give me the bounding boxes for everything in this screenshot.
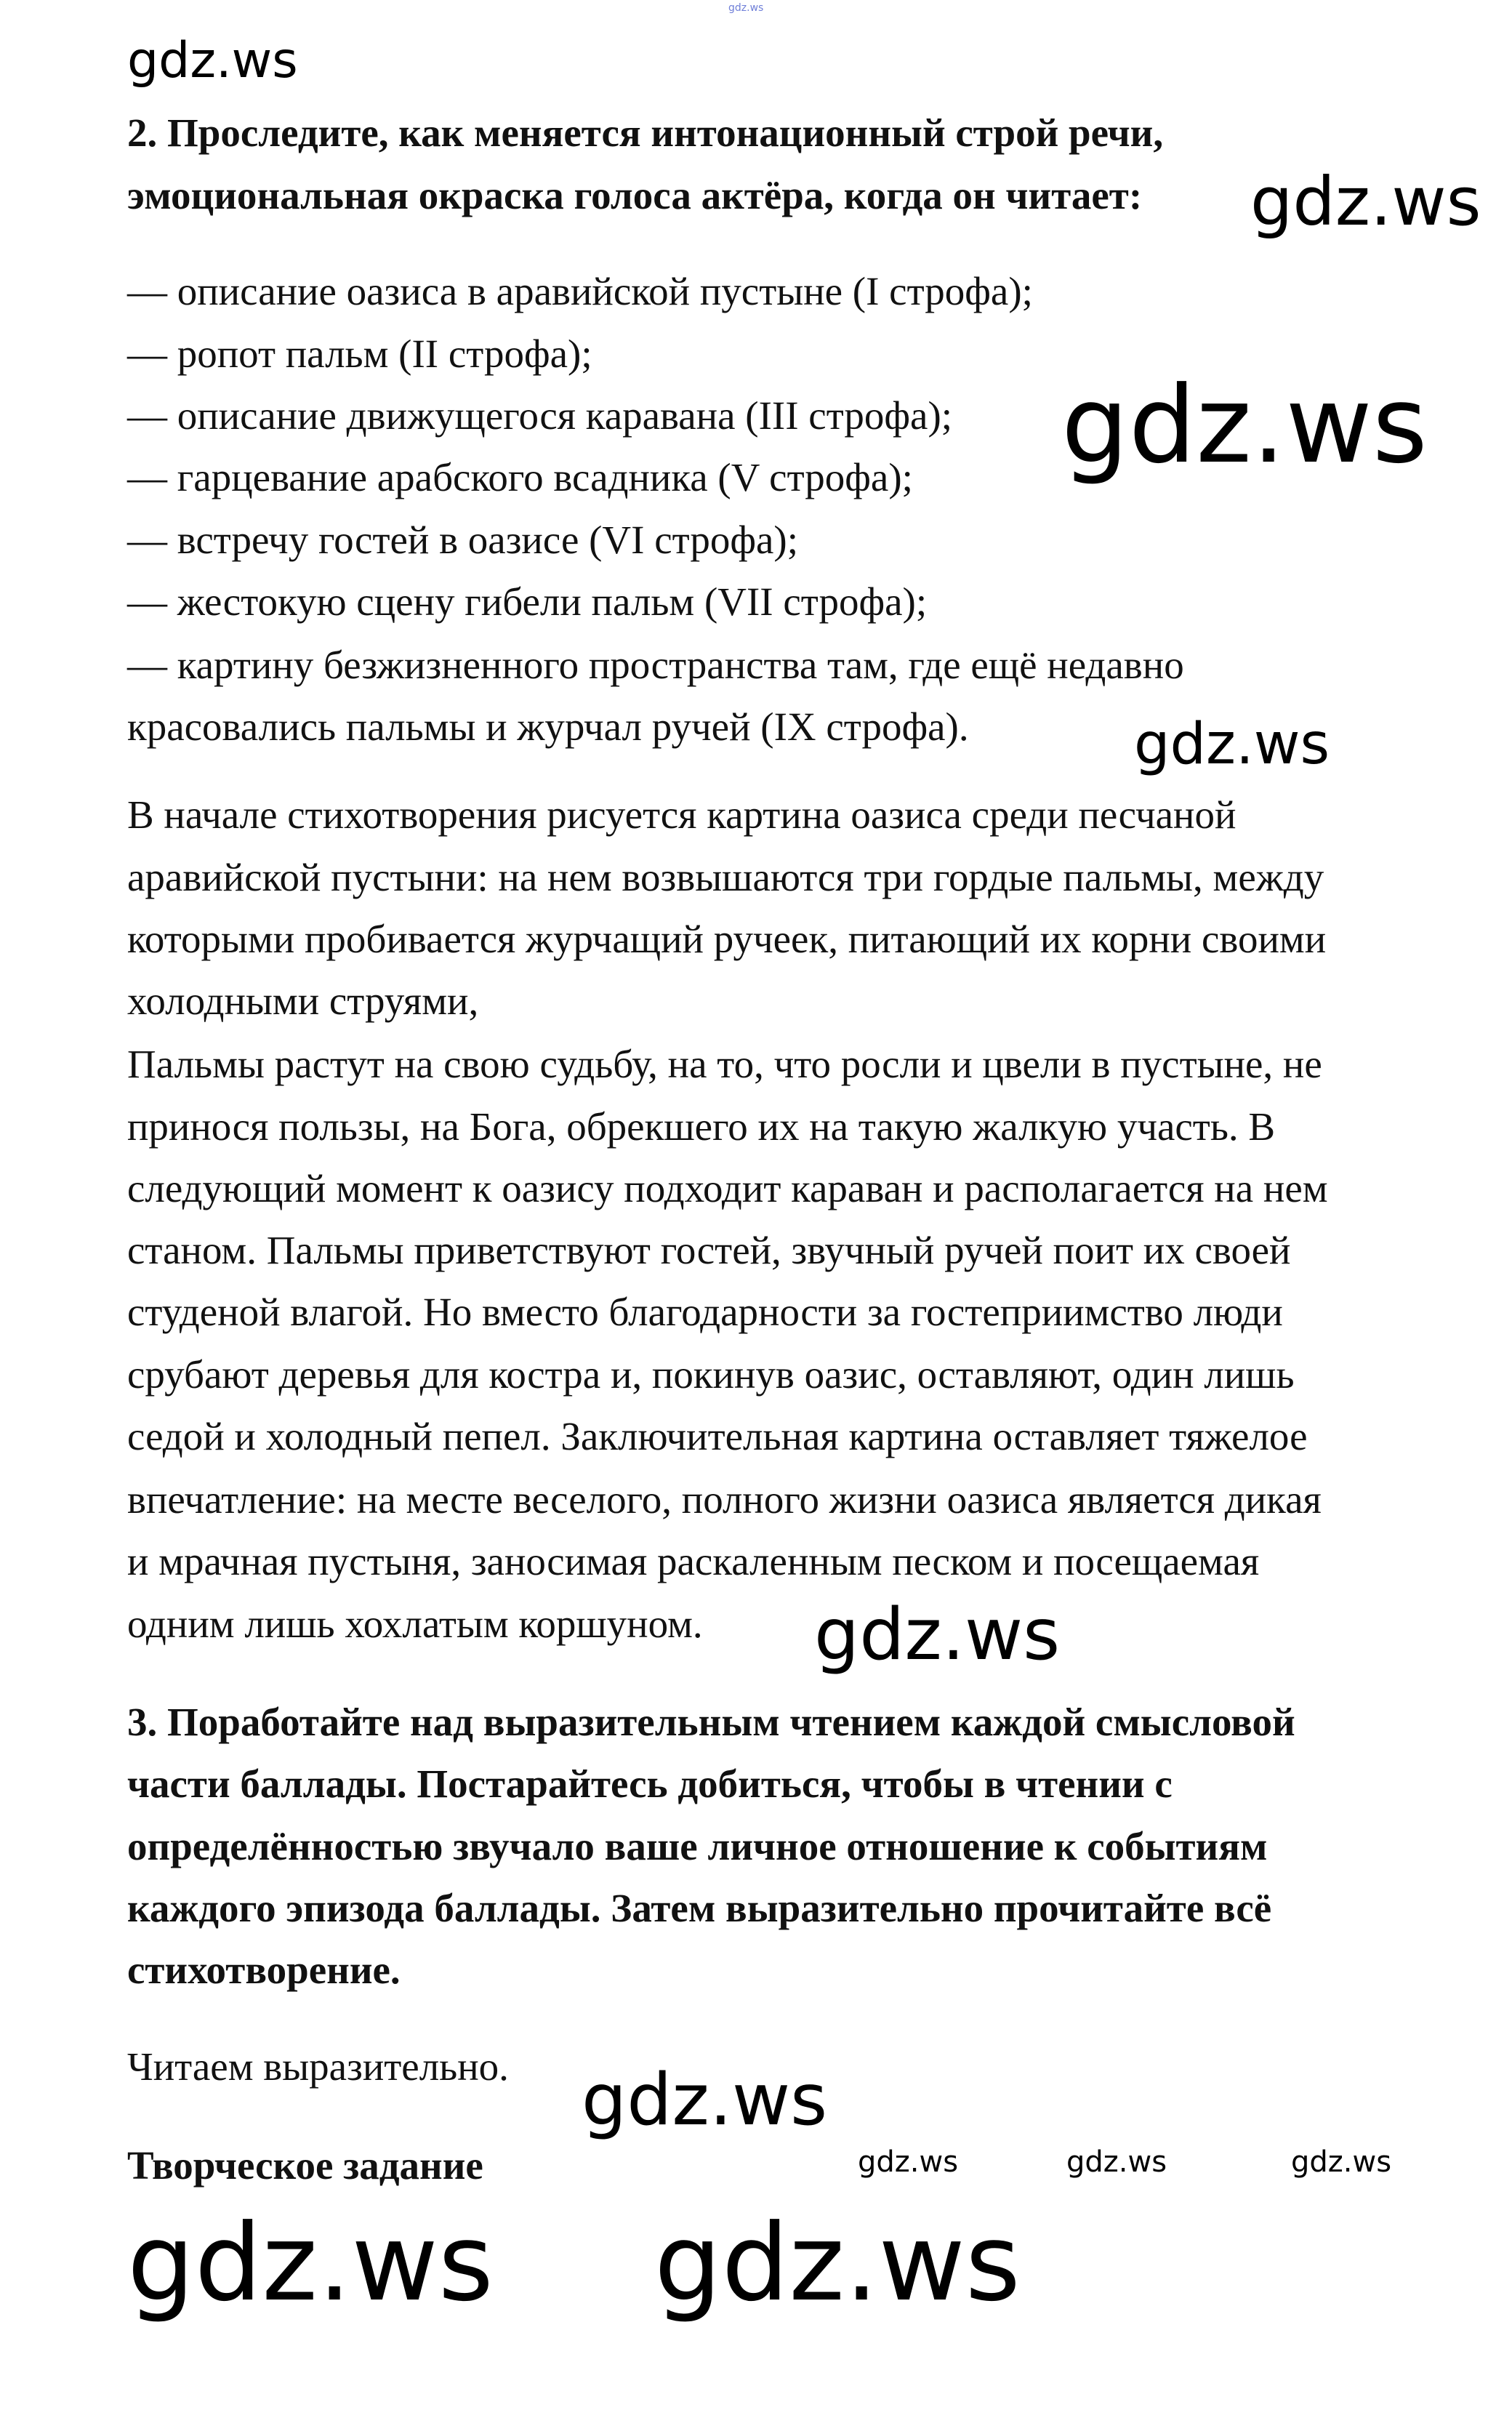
answer-line: следующий момент к оазису подходит караван и располагается на нем xyxy=(127,1166,1328,1210)
answer-line: принося пользы, на Бога, обрекшего их на такую жалкую участь. В xyxy=(127,1104,1276,1149)
task3-answer: Читаем выразительно. xyxy=(127,2044,509,2089)
watermark: gdz.ws xyxy=(582,2059,828,2142)
task2-item: — ропот пальм (II строфа); xyxy=(127,332,592,376)
task2-item: — описание оазиса в аравийской пустыне (I строфа); xyxy=(127,269,1033,313)
answer-line: аравийской пустыни: на нем возвышаются три гордые пальмы, между xyxy=(127,855,1324,899)
task2-item: — гарцевание арабского всадника (V строфа); xyxy=(127,455,913,499)
task2-item: — жестокую сцену гибели пальм (VII строфа); xyxy=(127,579,928,624)
answer-line: которыми пробивается журчащий ручеек, питающий их корни своими xyxy=(127,917,1327,961)
watermark: gdz.ws xyxy=(127,2201,494,2325)
task2-item: — встречу гостей в оазисе (VI строфа); xyxy=(127,518,798,562)
watermark: gdz.ws xyxy=(814,1594,1061,1676)
watermark: gdz.ws xyxy=(858,2145,959,2179)
answer-line: одним лишь хохлатым коршуном. xyxy=(127,1602,703,1646)
task3-heading-line: стихотворение. xyxy=(127,1948,401,1992)
watermark: gdz.ws xyxy=(654,2201,1021,2325)
task2-heading-line: эмоциональная окраска голоса актёра, когда он читает: xyxy=(127,173,1143,217)
task3-heading-line: определённостью звучало ваше личное отношение к событиям xyxy=(127,1824,1268,1868)
watermark: gdz.ws xyxy=(1061,363,1428,487)
task2-item: — описание движущегося каравана (III строфа); xyxy=(127,393,953,438)
answer-line: Пальмы растут на свою судьбу, на то, что росли и цвели в пустыне, не xyxy=(127,1042,1322,1086)
answer-line: срубают деревья для костра и, покинув оазис, оставляют, один лишь xyxy=(127,1352,1295,1397)
watermark: gdz.ws xyxy=(1066,2145,1167,2179)
watermark-top: gdz.ws xyxy=(728,2,764,14)
creative-task-heading: Творческое задание xyxy=(127,2143,483,2188)
task2-item: красовались пальмы и журчал ручей (IX строфа). xyxy=(127,704,969,749)
task3-heading-line: части баллады. Постарайтесь добиться, чтобы в чтении с xyxy=(127,1762,1173,1806)
task3-heading-line: 3. Поработайте над выразительным чтением каждой смысловой xyxy=(127,1700,1295,1744)
answer-line: станом. Пальмы приветствуют гостей, звучный ручей поит их своей xyxy=(127,1228,1291,1272)
watermark: gdz.ws xyxy=(1291,2145,1392,2179)
answer-line: В начале стихотворения рисуется картина оазиса среди песчаной xyxy=(127,792,1236,837)
task2-item: — картину безжизненного пространства там, где ещё недавно xyxy=(127,643,1184,687)
task2-heading-line: 2. Проследите, как меняется интонационный строй речи, xyxy=(127,111,1164,155)
answer-line: седой и холодный пепел. Заключительная картина оставляет тяжелое xyxy=(127,1414,1308,1458)
answer-line: холодными струями, xyxy=(127,979,479,1023)
watermark: gdz.ws xyxy=(1134,712,1330,777)
answer-line: впечатление: на месте веселого, полного жизни оазиса является дикая xyxy=(127,1477,1322,1522)
task3-heading-line: каждого эпизода баллады. Затем выразительно прочитайте всё xyxy=(127,1886,1272,1930)
answer-line: студеной влагой. Но вместо благодарности за гостеприимство люди xyxy=(127,1290,1283,1334)
watermark: gdz.ws xyxy=(1250,163,1481,241)
watermark: gdz.ws xyxy=(127,32,298,89)
answer-line: и мрачная пустыня, заносимая раскаленным песком и посещаемая xyxy=(127,1539,1260,1583)
